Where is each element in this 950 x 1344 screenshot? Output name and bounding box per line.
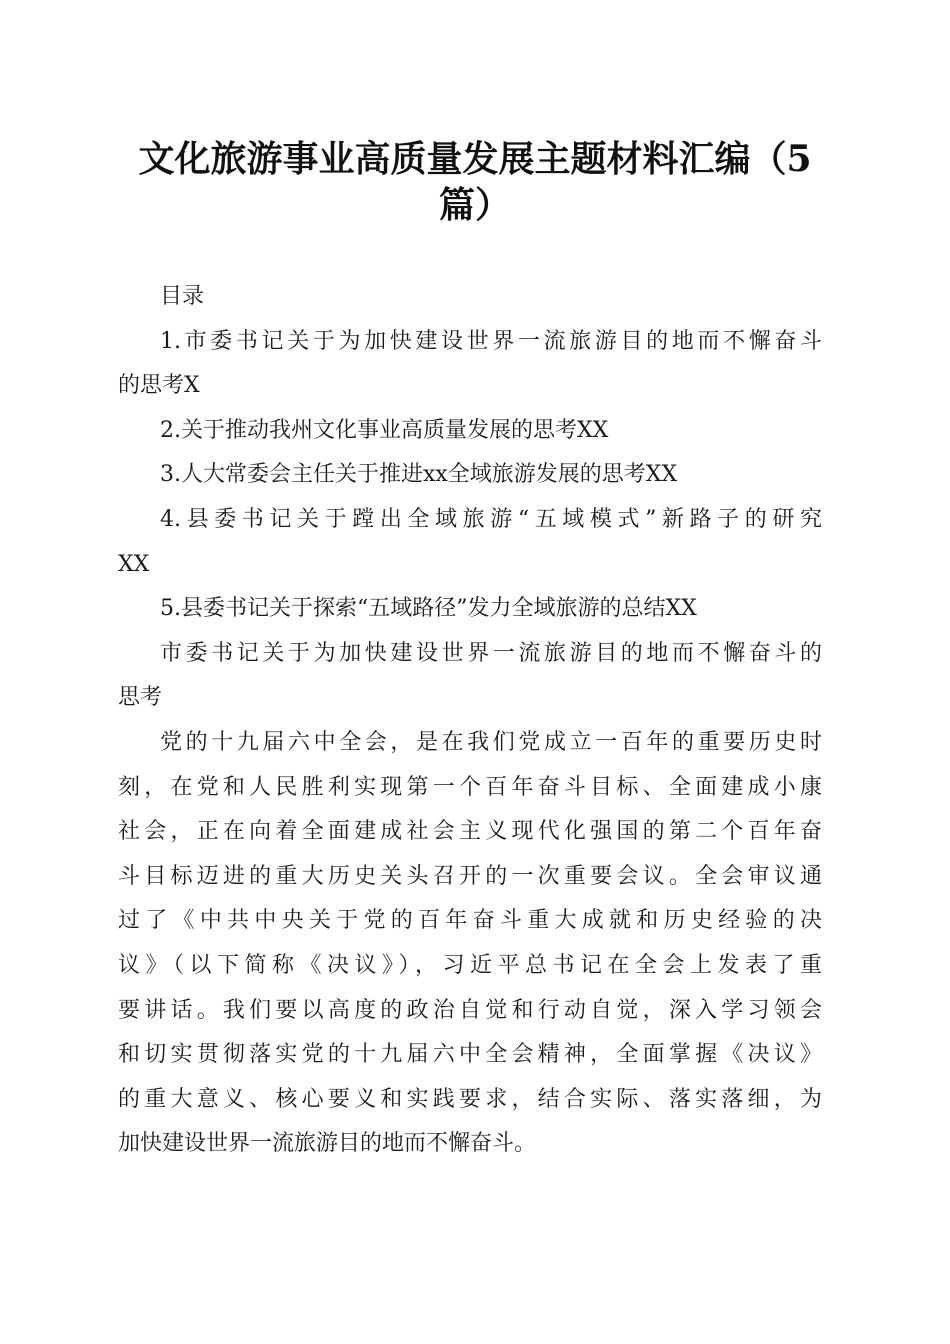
article-title-cont: 思考: [118, 685, 163, 711]
toc-item-1-cont: 的思考X: [118, 373, 200, 399]
paragraph-line: 加快建设世界一流旅游目的地而不懈奋斗。: [118, 1131, 537, 1157]
document-body: [118, 275, 822, 1167]
document-title: [100, 136, 850, 228]
toc-item-2: 2.关于推动我州文化事业高质量发展的思考XX: [160, 417, 609, 443]
paragraph-line: 刻，在党和人民胜利实现第一个百年奋斗目标、全面建成小康: [118, 774, 822, 800]
toc-heading: 目录: [160, 284, 205, 309]
title-line-1: 文化旅游事业高质量发展主题材料汇编（5: [138, 138, 812, 180]
toc-item-1: 1.市委书记关于为加快建设世界一流旅游目的地而不懈奋斗: [160, 328, 822, 354]
paragraph-line: 党的十九届六中全会，是在我们党成立一百年的重要历史时: [160, 729, 822, 755]
toc-item-4-cont: XX: [118, 551, 150, 577]
paragraph-line: 和切实贯彻落实党的十九届六中全会精神，全面掌握《决议》: [118, 1042, 822, 1068]
article-title: 市委书记关于为加快建设世界一流旅游目的地而不懈奋斗的: [160, 640, 822, 666]
paragraph-line: 过了《中共中央关于党的百年奋斗重大成就和历史经验的决: [118, 908, 822, 934]
paragraph-line: 社会，正在向着全面建成社会主义现代化强国的第二个百年奋: [118, 819, 822, 845]
toc-item-3: 3.人大常委会主任关于推进xx全域旅游发展的思考XX: [160, 462, 678, 488]
paragraph-line: 斗目标迈进的重大历史关头召开的一次重要会议。全会审议通: [118, 863, 822, 889]
toc-item-5: 5.县委书记关于探索“五域路径”发力全域旅游的总结XX: [160, 596, 697, 622]
paragraph-line: 要讲话。我们要以高度的政治自觉和行动自觉，深入学习领会: [118, 997, 822, 1023]
toc-item-4: 4.县委书记关于蹚出全域旅游“五域模式”新路子的研究: [160, 506, 822, 532]
paragraph-line: 议》（以下简称《决议》），习近平总书记在全会上发表了重: [118, 952, 822, 978]
paragraph-line: 的重大意义、核心要义和实践要求，结合实际、落实落细，为: [118, 1086, 822, 1112]
title-line-2: 篇）: [438, 184, 511, 226]
article-paragraph: [118, 721, 822, 1167]
